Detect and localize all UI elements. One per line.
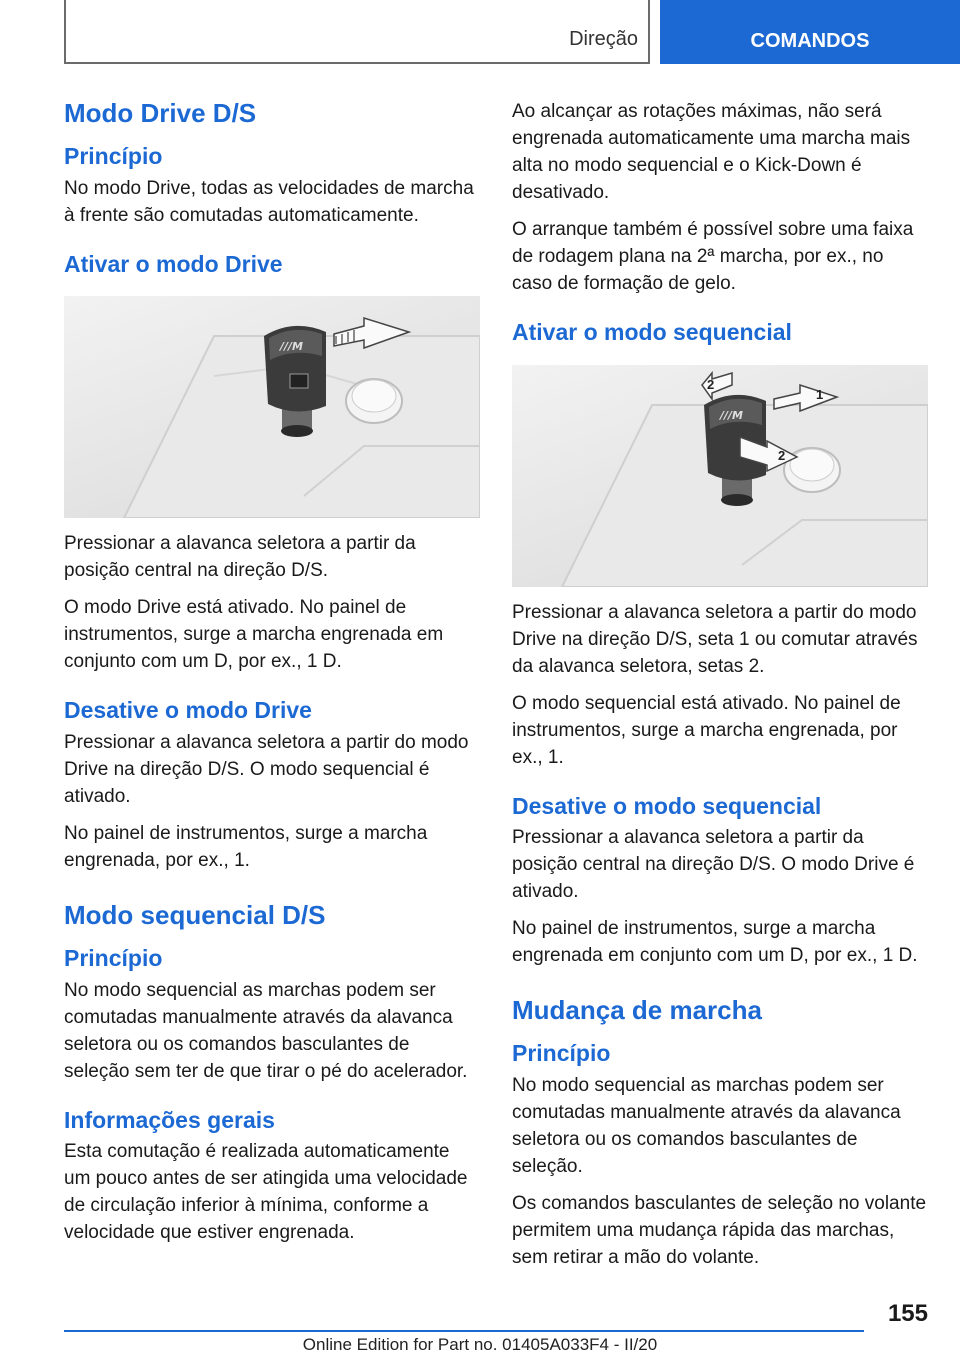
page-number: 155 — [887, 1300, 928, 1327]
text-press-drive: Pressionar a alavanca seletora a partir do modo Drive na direção D/S. O modo sequencial é ativado. — [64, 731, 469, 807]
text-general-info: Esta comutação é realizada automaticamente um pouco antes de ser atingida uma velocidade de circulação inferior à mínima, conforme a velocidade que estiver engrenada. — [64, 1141, 468, 1244]
header-section-title: Direção — [569, 28, 638, 50]
heading-activate-drive: Ativar o modo Drive — [64, 250, 283, 277]
text-start-second-gear: O arranque também é possível sobre uma faixa de rodagem plana na 2ª marcha, por ex., no caso de formação de gelo. — [512, 219, 914, 294]
svg-text:///M: ///M — [280, 340, 303, 354]
header-chapter-label: COMANDOS — [750, 30, 870, 52]
text-press-sequential: Pressionar a alavanca seletora a partir do modo Drive na direção D/S, seta 1 ou comutar através da alavanca seletora, setas 2. — [512, 601, 918, 677]
text-gear-shown: No painel de instrumentos, surge a marcha engrenada, por ex., 1. — [64, 822, 428, 871]
footer-edition: Online Edition for Part no. 01405A033F4 - II/20 — [302, 1335, 658, 1354]
text-max-rpm: Ao alcançar as rotações máximas, não será engrenada automaticamente uma marcha mais alta no modo sequencial e o Kick-Down é desativado. — [512, 101, 911, 203]
footer-divider — [64, 1330, 864, 1332]
heading-deactivate-sequential: Desative o modo sequencial — [512, 792, 822, 819]
svg-text:///M: ///M — [720, 408, 743, 422]
arrow-label-1: 1 — [816, 386, 824, 402]
text-paddles: Os comandos basculantes de seleção no volante permitem uma mudança rápida das marchas, sem retirar a mão do volante. — [512, 1192, 927, 1268]
heading-gear-principle: Princípio — [512, 1040, 611, 1067]
text-press-center: Pressionar a alavanca seletora a partir da posição central na direção D/S. — [64, 533, 416, 582]
text-drive-principle: No modo Drive, todas as velocidades de marcha à frente são comutadas automaticamente. — [64, 177, 474, 226]
text-gear-principle: No modo sequencial as marchas podem ser comutadas manualmente através da alavanca seletora ou os comandos basculantes de seleção. — [512, 1074, 901, 1177]
heading-sequential-principle: Princípio — [64, 945, 163, 972]
text-press-center-sequential: Pressionar a alavanca seletora a partir da posição central na direção D/S. O modo Drive é ativado. — [512, 827, 915, 903]
gear-lever-drive-drawing — [64, 296, 480, 518]
left-column — [64, 98, 480, 1256]
text-drive-active: O modo Drive está ativado. No painel de instrumentos, surge a marcha engrenada em conjunto com um D, por ex., 1 D. — [64, 597, 444, 673]
heading-sequential-mode: Modo sequencial D/S — [64, 899, 326, 930]
gear-lever-sequential-drawing — [512, 365, 928, 587]
right-column — [512, 98, 928, 1281]
header-chapter-tab — [660, 0, 960, 64]
text-sequential-principle: No modo sequencial as marchas podem ser comutadas manualmente através da alavanca seletora ou os comandos basculantes de seleção sem ter de que tirar o pé do acelerador. — [64, 979, 468, 1082]
heading-gear-change: Mudança de marcha — [512, 995, 762, 1026]
heading-deactivate-drive: Desative o modo Drive — [64, 697, 312, 724]
header-section-box — [64, 0, 650, 64]
heading-drive-principle: Princípio — [64, 143, 163, 170]
text-gear-with-d: No painel de instrumentos, surge a marcha engrenada em conjunto com um D, por ex., 1 D. — [512, 918, 918, 967]
heading-activate-sequential: Ativar o modo sequencial — [512, 319, 792, 345]
arrow-label-2-top: 2 — [707, 376, 715, 392]
arrow-label-2-bottom: 2 — [778, 447, 786, 463]
illustration-gear-lever-sequential — [512, 365, 928, 587]
heading-general-info: Informações gerais — [64, 1106, 275, 1133]
heading-drive-mode: Modo Drive D/S — [64, 98, 257, 128]
text-sequential-active: O modo sequencial está ativado. No painel de instrumentos, surge a marcha engrenada, por ex., 1. — [512, 692, 901, 768]
illustration-gear-lever-drive — [64, 296, 480, 518]
